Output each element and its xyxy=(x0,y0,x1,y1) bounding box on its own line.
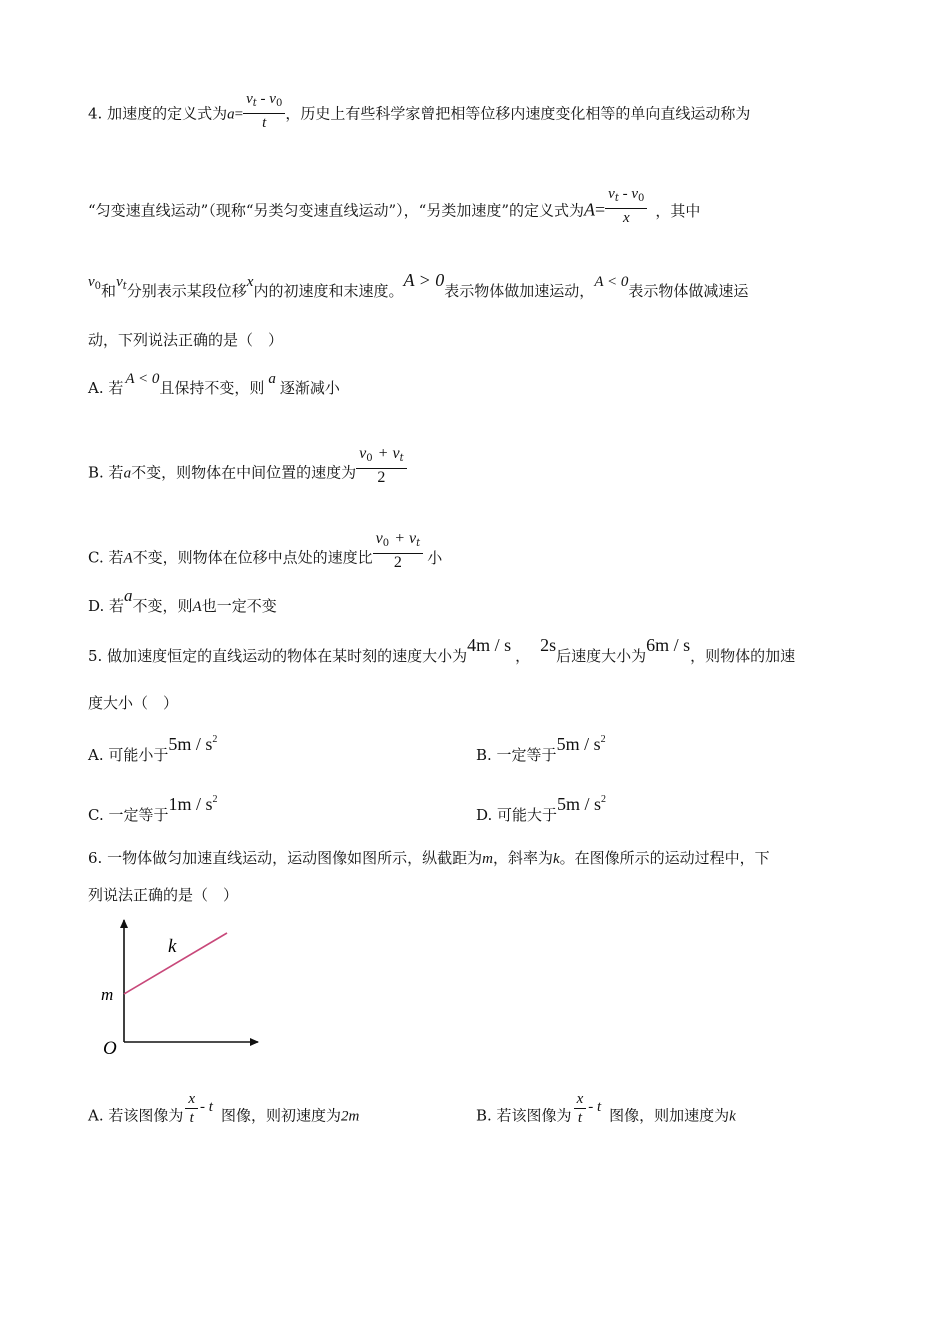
sub-t: t xyxy=(252,98,257,109)
q5-option-a[interactable] xyxy=(88,734,218,765)
var-v: v xyxy=(269,91,276,107)
accel-definition-fraction xyxy=(243,89,285,132)
superscript-2: 2 xyxy=(600,734,606,745)
q4-line-1 xyxy=(88,93,750,136)
condition-A-negative: A < 0 xyxy=(125,371,160,387)
var-v: v xyxy=(246,91,253,107)
sub-0: 0 xyxy=(638,193,645,204)
sub-t: t xyxy=(614,193,619,204)
q6-text: 6. 一物体做匀加速直线运动，运动图像如图所示，纵截距为 xyxy=(88,849,483,867)
sub-0: 0 xyxy=(94,281,102,292)
equals-sign: = xyxy=(595,199,606,220)
q4-text: 分别表示某段位移 xyxy=(126,282,247,300)
option-text: 图像，则初速度为 xyxy=(220,1106,341,1125)
x-over-t-fraction xyxy=(185,1090,198,1127)
option-text: 不变，则 xyxy=(132,597,193,615)
sub-0: 0 xyxy=(382,538,390,549)
q5-text: ，则物体的加速 xyxy=(690,647,796,665)
var-m: m xyxy=(482,851,493,867)
var-v: v xyxy=(608,186,615,202)
q5-text: 5. 做加速度恒定的直线运动的物体在某时刻的速度大小为 xyxy=(88,647,468,665)
var-x: x xyxy=(246,274,254,290)
plus-v: + v xyxy=(377,445,400,462)
q6-line-1 xyxy=(88,848,770,869)
condition-A-positive: A > 0 xyxy=(403,270,445,290)
accel-value: 5m / s xyxy=(168,734,213,754)
numerator-x: x xyxy=(574,1090,587,1109)
accel-value: 1m / s xyxy=(168,794,213,814)
var-a: a xyxy=(268,371,276,387)
denominator-2: 2 xyxy=(377,469,386,486)
superscript-2: 2 xyxy=(601,794,607,805)
q4-option-c[interactable] xyxy=(88,530,443,580)
option-text: C. 一定等于 xyxy=(88,806,169,824)
q4-text: 内的初速度和末速度。 xyxy=(253,282,404,300)
sub-t: t xyxy=(122,281,127,292)
superscript-2: 2 xyxy=(212,794,218,805)
q5-line-1 xyxy=(88,635,796,666)
option-text: 不变，则物体在位移中点处的速度比 xyxy=(132,548,373,567)
option-text: 逐渐减小 xyxy=(279,379,340,397)
minus-t: - t xyxy=(200,1098,213,1115)
accel-value: 5m / s xyxy=(557,794,602,814)
q4-text: “匀变速直线运动”（现称“另类匀变速直线运动”），“另类加速度”的定义式为 xyxy=(88,201,585,220)
var-A: A xyxy=(123,550,133,567)
option-text: 且保持不变，则 xyxy=(159,379,265,397)
time-value: 2s xyxy=(540,635,557,655)
q6-line-2: 列说法正确的是（ ） xyxy=(88,886,239,904)
q6-text: ，斜率为 xyxy=(492,849,553,867)
q4-text: 表示物体做加速运动， xyxy=(444,282,595,300)
option-text: A. 若该图像为 xyxy=(88,1106,184,1125)
option-label: D. 若 xyxy=(88,597,125,615)
option-text: B. 若该图像为 xyxy=(476,1106,572,1125)
option-text: D. 可能大于 xyxy=(476,806,558,824)
option-label: C. 若 xyxy=(88,548,124,567)
var-A: A xyxy=(584,199,596,220)
mean-velocity-fraction xyxy=(356,444,407,487)
q4-line-4: 动，下列说法正确的是（ ） xyxy=(88,331,284,349)
option-text: B. 一定等于 xyxy=(476,746,557,764)
x-over-t-fraction xyxy=(574,1090,587,1127)
q4-text: 4. 加速度的定义式为 xyxy=(88,104,228,123)
acceleration-value: k xyxy=(729,1108,736,1125)
var-a: a xyxy=(227,106,235,123)
q6-option-a[interactable] xyxy=(88,1091,360,1135)
q6-option-b[interactable] xyxy=(476,1091,736,1135)
velocity-value: 4m / s xyxy=(467,635,512,655)
q4-line-2 xyxy=(88,186,701,233)
label-m: m xyxy=(101,985,114,1004)
condition-A-negative: A < 0 xyxy=(594,274,629,290)
velocity-value: 6m / s xyxy=(646,635,691,655)
q5-text: 后速度大小为 xyxy=(556,647,647,665)
option-text: A. 可能小于 xyxy=(88,746,169,764)
minus-sign: - xyxy=(618,186,632,202)
label-origin: O xyxy=(103,1038,117,1059)
plus-v: + v xyxy=(394,530,417,547)
q5-text: ， xyxy=(515,647,531,665)
q5-line-2: 度大小（ ） xyxy=(88,694,179,712)
q4-text: 表示物体做减速运 xyxy=(628,282,749,300)
denominator-t: t xyxy=(577,1110,582,1126)
minus-t: - t xyxy=(588,1098,602,1115)
var-v: v xyxy=(359,445,367,462)
superscript-2: 2 xyxy=(212,734,218,745)
var-a: a xyxy=(123,465,132,482)
q5-option-c[interactable] xyxy=(88,794,218,825)
option-label: B. 若 xyxy=(88,463,124,482)
denominator-x: x xyxy=(622,210,630,226)
sub-0: 0 xyxy=(366,453,373,464)
option-label: A. 若 xyxy=(88,379,124,397)
minus-sign: - xyxy=(256,91,270,107)
option-text: 小 xyxy=(427,548,443,567)
q4-option-b[interactable] xyxy=(88,445,407,495)
motion-graph xyxy=(95,912,270,1062)
denominator-t: t xyxy=(262,115,267,131)
numerator-x: x xyxy=(185,1090,198,1109)
q5-option-d[interactable] xyxy=(476,794,607,825)
q4-text: ，历史上有些科学家曾把相等位移内速度变化相等的单向直线运动称为 xyxy=(285,104,751,123)
sub-t: t xyxy=(399,453,404,464)
var-a: a xyxy=(124,586,133,605)
denominator-t: t xyxy=(189,1110,194,1126)
option-text: 也一定不变 xyxy=(201,597,277,615)
q4-option-d[interactable] xyxy=(88,586,277,617)
q5-option-b[interactable] xyxy=(476,734,606,765)
accel-value: 5m / s xyxy=(556,734,601,754)
initial-velocity-value: 2m xyxy=(340,1108,360,1125)
q6-text: 。在图像所示的运动过程中，下 xyxy=(559,849,770,867)
var-v: v xyxy=(88,274,95,290)
option-text: 不变，则物体在中间位置的速度为 xyxy=(131,463,357,482)
var-k: k xyxy=(552,851,560,867)
mean-velocity-fraction xyxy=(373,529,424,572)
alt-accel-definition-fraction xyxy=(605,184,647,227)
q4-line-3 xyxy=(88,270,749,307)
denominator-2: 2 xyxy=(393,554,402,571)
equals-sign: = xyxy=(234,106,244,123)
option-text: 图像，则加速度为 xyxy=(609,1106,730,1125)
q4-option-a[interactable] xyxy=(88,371,340,399)
sub-0: 0 xyxy=(275,98,283,109)
q4-text: 和 xyxy=(101,282,117,300)
sub-t: t xyxy=(416,538,421,549)
label-k: k xyxy=(168,936,177,957)
var-v: v xyxy=(631,186,639,202)
q4-text: ，其中 xyxy=(655,201,701,220)
var-v: v xyxy=(375,530,383,547)
var-A: A xyxy=(192,599,202,615)
var-v: v xyxy=(116,274,123,290)
